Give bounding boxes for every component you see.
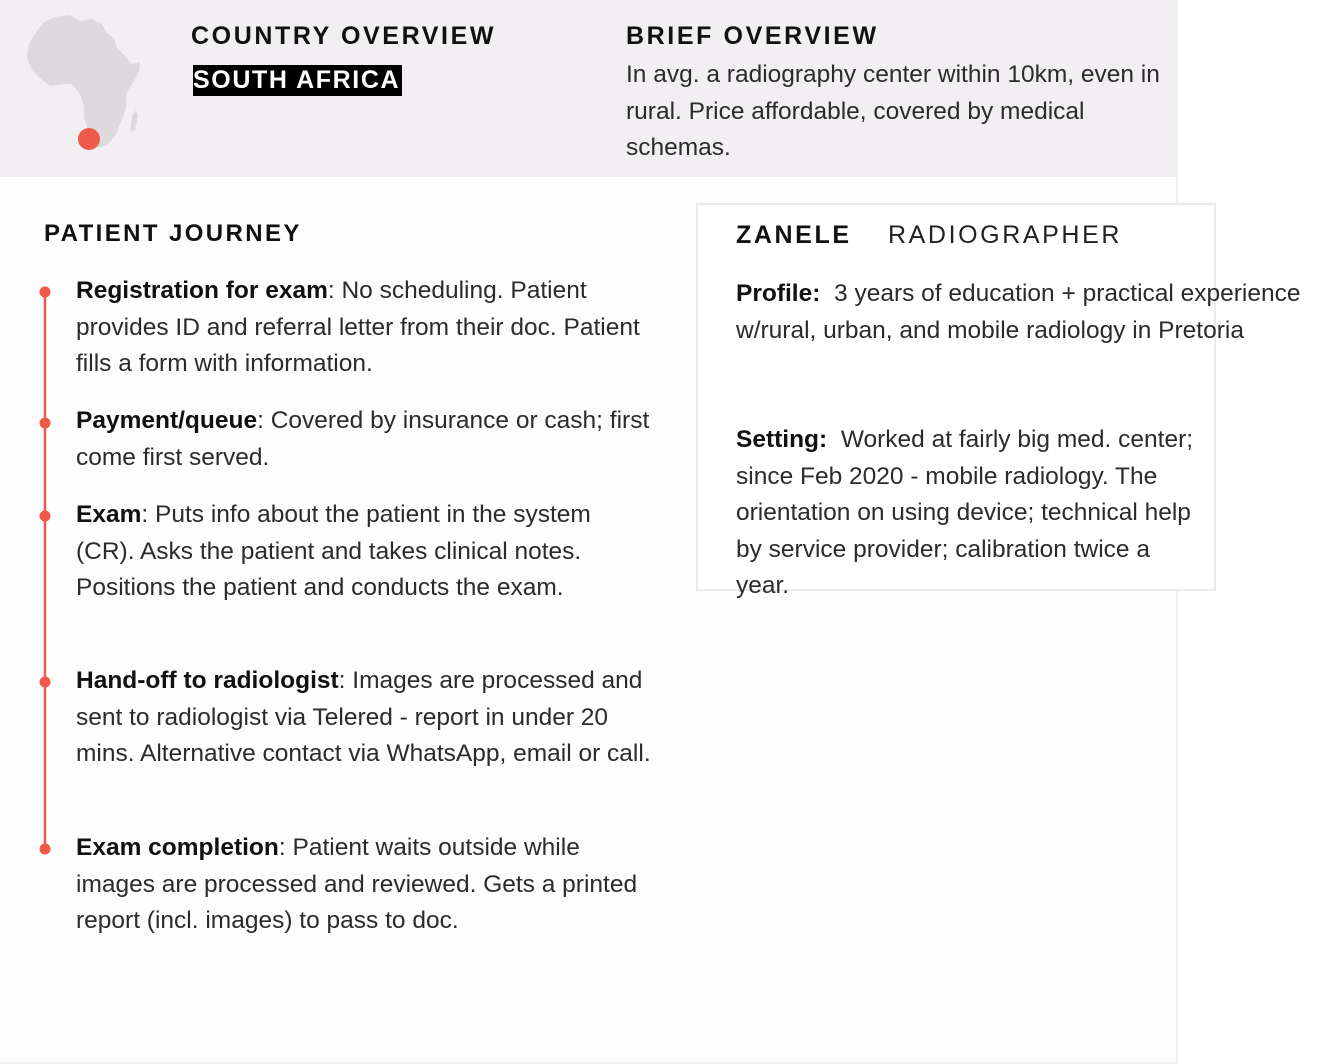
journey-step-payment [76, 403, 651, 476]
step-title: Payment/queue [76, 407, 258, 434]
madagascar-shape [130, 110, 138, 132]
setting-label: Setting: [736, 426, 828, 453]
journey-step-handoff [76, 663, 651, 773]
timeline-dot [40, 511, 51, 522]
country-overview-header [0, 0, 1178, 177]
timeline-dot [40, 287, 51, 298]
persona-setting [736, 422, 1206, 605]
step-text: : Puts info about the patient in the system (CR). Asks the patient and takes clinical notes. Positions the patient and conducts the exam. [76, 501, 591, 602]
country-marker-icon [78, 128, 100, 150]
country-name-highlight: SOUTH AFRICA [193, 66, 401, 94]
brief-overview-label: BRIEF OVERVIEW [626, 22, 879, 50]
persona-role: RADIOGRAPHER [888, 221, 1123, 249]
persona-name: ZANELE [736, 221, 852, 249]
setting-text: Worked at fairly big med. center; since Feb 2020 - mobile radiology. The orientation on using device; technical help by service provider; calibration twice a year. [736, 426, 1194, 600]
timeline-dot [40, 418, 51, 429]
step-title: Exam completion [76, 834, 279, 861]
patient-journey-title: PATIENT JOURNEY [44, 220, 302, 247]
africa-map-icon [22, 12, 146, 152]
profile-label: Profile: [736, 280, 821, 307]
timeline-dot [40, 677, 51, 688]
step-title: Hand-off to radiologist [76, 667, 339, 694]
step-text: : Images are processed and sent to radiologist via Telered - report in under 20 mins. Alternative contact via WhatsApp, email or call. [76, 667, 651, 768]
step-text: : Patient waits outside while images are processed and reviewed. Gets a printed report (incl. images) to pass to doc. [76, 834, 638, 935]
journey-step-exam [76, 497, 651, 607]
brief-overview-text: In avg. a radiography center within 10km, even in rural. Price affordable, covered by medical schemas. [626, 61, 1160, 161]
step-title: Registration for exam [76, 277, 328, 304]
persona-card [696, 203, 1301, 600]
profile-text: 3 years of education + practical experience w/rural, urban, and mobile radiology in Pretoria [736, 280, 1301, 344]
step-title: Exam [76, 501, 142, 528]
journey-step-registration [76, 273, 651, 383]
africa-continent-shape [27, 15, 140, 148]
journey-step-completion [76, 830, 651, 940]
country-overview-label: COUNTRY OVERVIEW [191, 22, 497, 50]
timeline-dot [40, 844, 51, 855]
step-text: : Covered by insurance or cash; first come first served. [76, 407, 650, 471]
persona-profile [736, 276, 1336, 349]
step-text: : No scheduling. Patient provides ID and referral letter from their doc. Patient fills a form with information. [76, 277, 640, 378]
